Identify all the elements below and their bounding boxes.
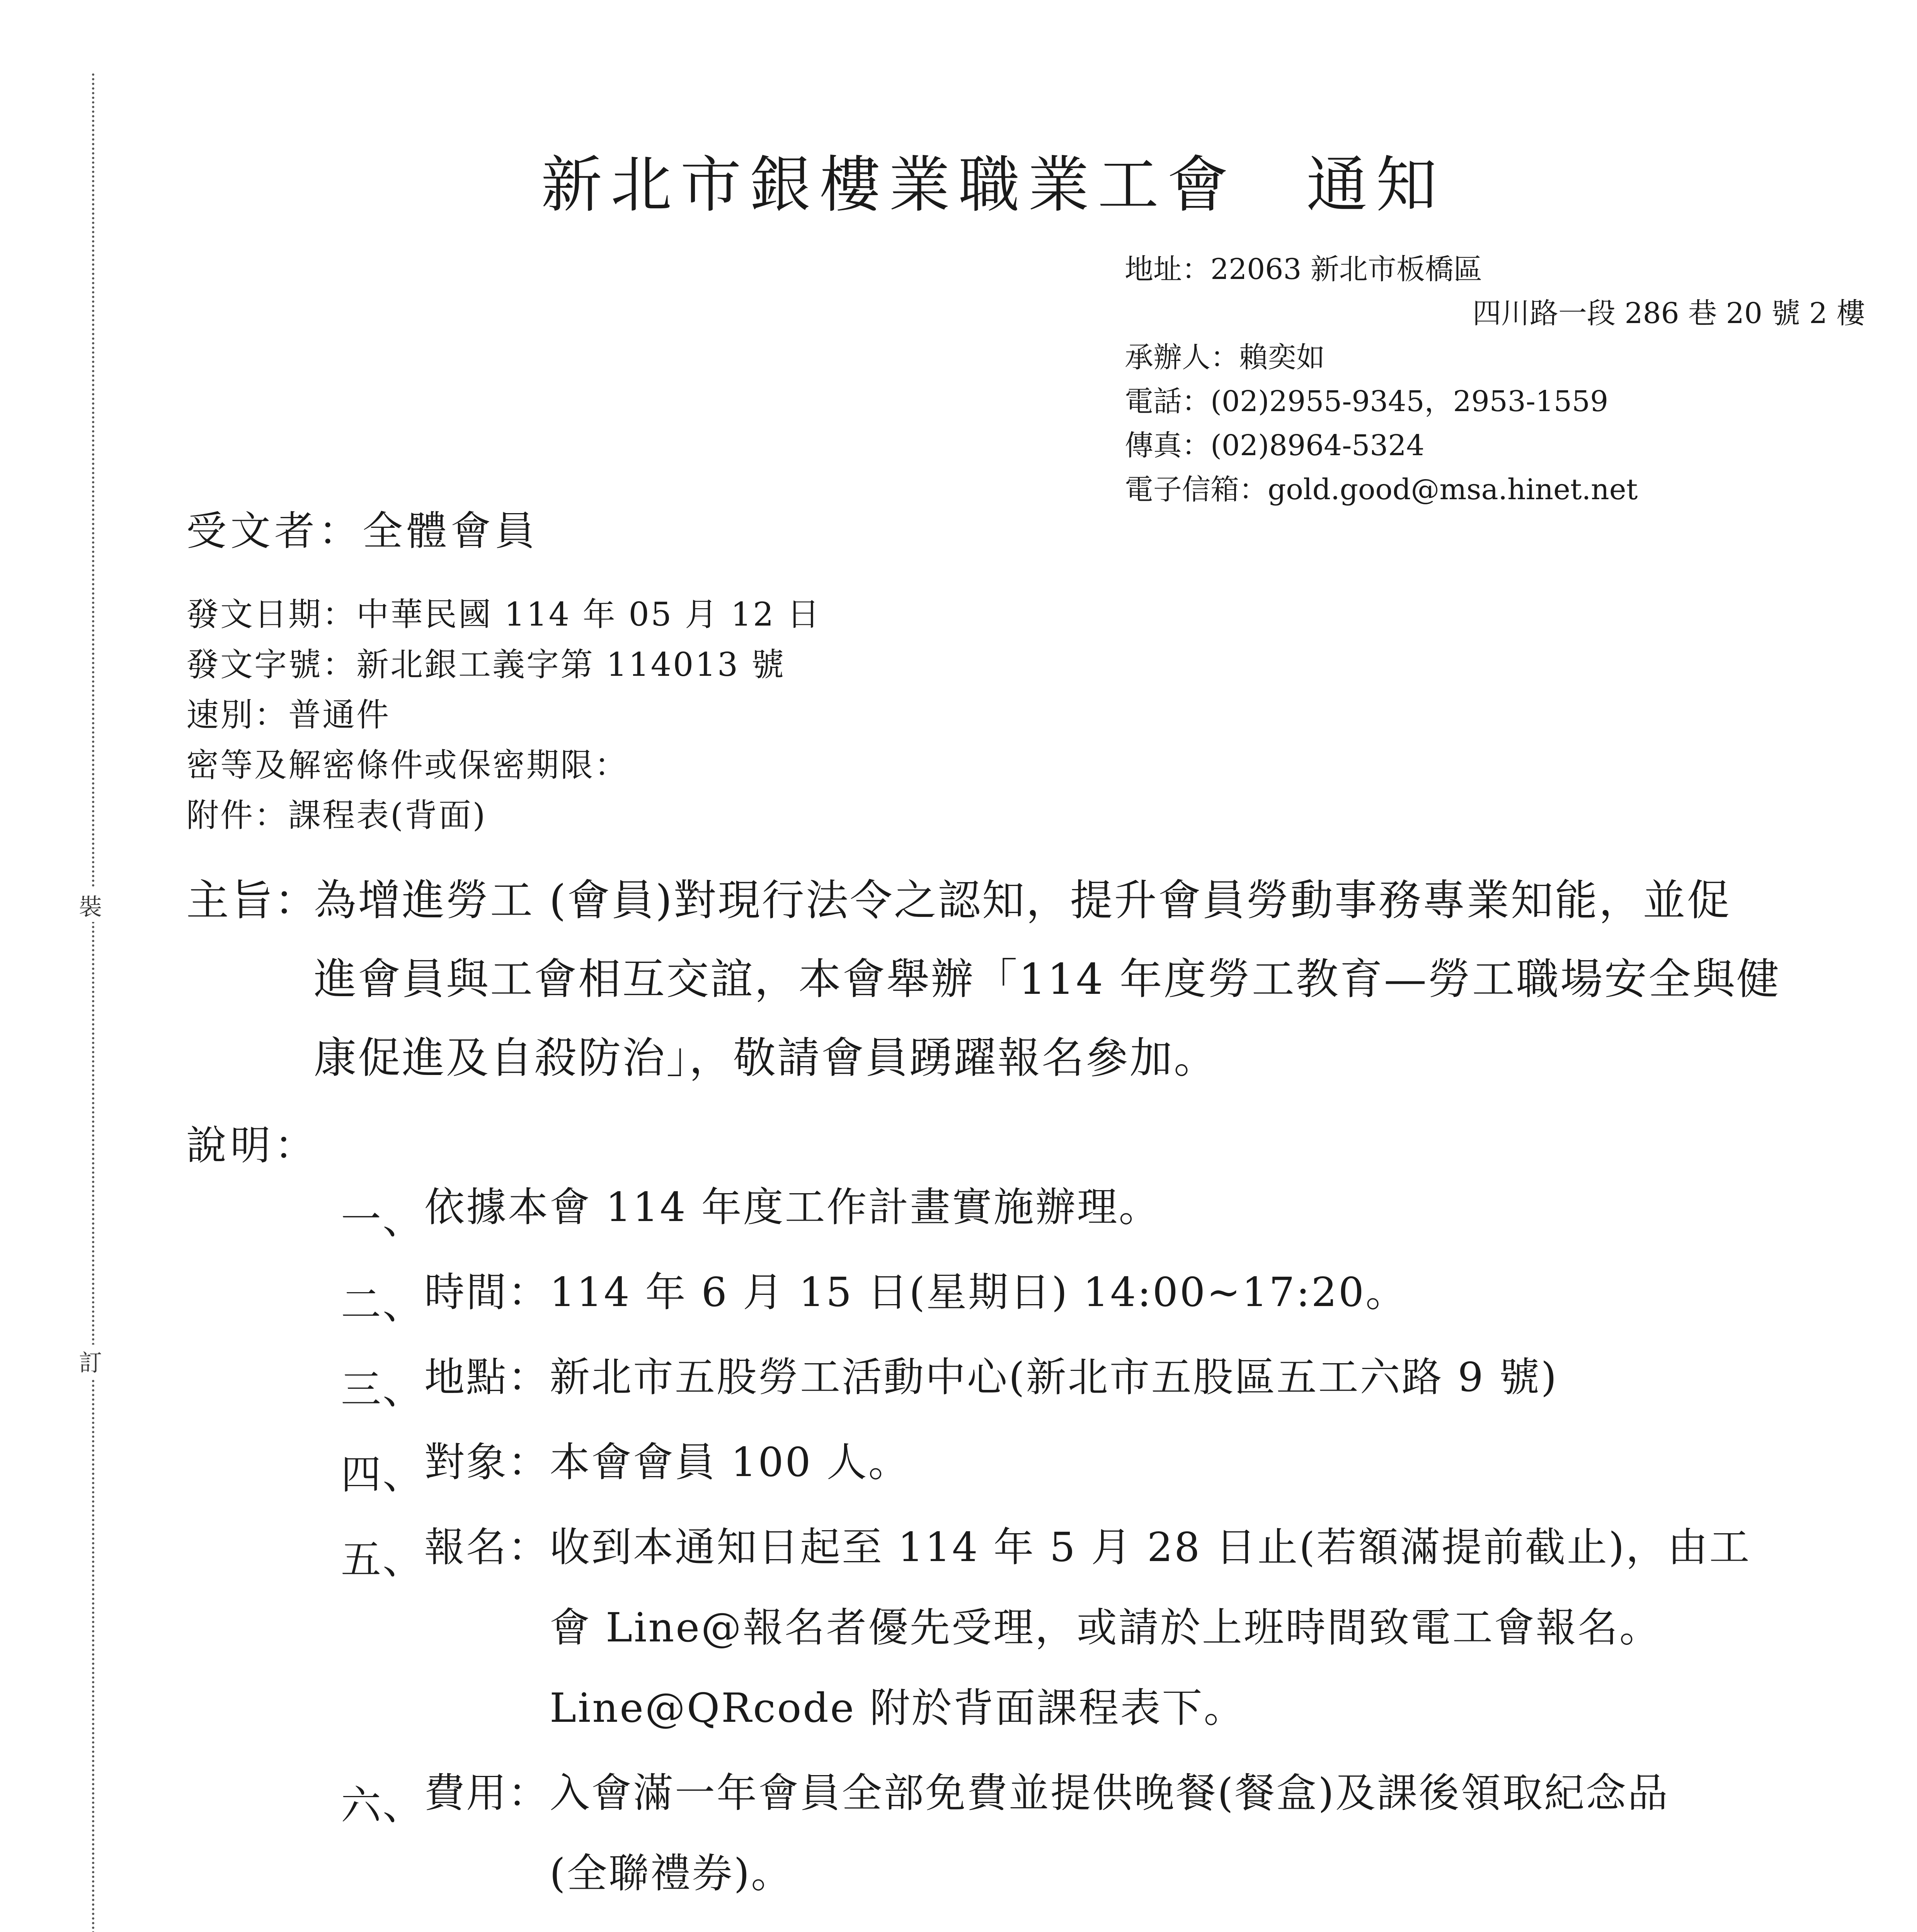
list-item-text: 時間：114 年 6 月 15 日(星期日) 14:00~17:20。 (424, 1269, 1408, 1316)
list-item (341, 1524, 1810, 1748)
list-item-number: 四、 (341, 1451, 425, 1498)
contact-email: 電子信箱：gold.good@msa.hinet.net (1125, 473, 1638, 506)
list-item-number: 二、 (341, 1281, 425, 1328)
binding-line (92, 73, 94, 1932)
document-number: 發文字號：新北銀工義字第 114013 號 (186, 646, 786, 684)
priority: 速別：普通件 (186, 696, 391, 734)
document-meta (186, 589, 821, 840)
list-item-text (424, 1918, 793, 1932)
subject-section (186, 861, 1794, 1097)
attachment: 附件：課程表(背面) (186, 796, 487, 834)
document-title: 新北市銀樓業職業工會 通知 (541, 150, 1445, 221)
binding-mark-zhuang: 裝 (79, 889, 102, 922)
contact-address-line-1: 地址：22063 新北市板橋區 (1125, 253, 1482, 286)
contact-address-line-2: 四川路一段 286 巷 20 號 2 樓 (1473, 297, 1865, 330)
subject-label: 主旨： (186, 876, 318, 925)
issue-date: 發文日期：中華民國 114 年 05 月 12 日 (186, 595, 821, 633)
list-item-number: 五、 (341, 1536, 425, 1583)
list-item (341, 1354, 1810, 1417)
list-item-text: 地點：新北市五股勞工活動中心(新北市五股區五工六路 9 號) (424, 1354, 1558, 1401)
recipient: 受文者：全體會員 (186, 507, 539, 554)
contact-phone: 電話：(02)2955-9345，2953-1559 (1125, 385, 1609, 418)
secrecy-level: 密等及解密條件或保密期限： (186, 746, 629, 784)
list-item-text: 對象：本會會員 100 人。 (424, 1439, 910, 1486)
description-label: 說明： (186, 1122, 319, 1169)
list-item-text: 報名：收到本通知日起至 114 年 5 月 28 日止(若額滿提前截止)，由工 會 Line@報名者優先受理，或請於上班時間致電工會報名。 Line@QRcode 附於背面課程表下。 (424, 1524, 1751, 1731)
list-item-number: 一、 (341, 1196, 425, 1243)
list-item-text: 費用：入會滿一年會員全部免費並提供晚餐(餐盒)及課後領取紀念品 (全聯禮券)。 (424, 1769, 1670, 1897)
binding-mark-ding: 訂 (79, 1345, 102, 1378)
list-item (341, 1439, 1810, 1502)
subject-text: 為增進勞工 (會員)對現行法令之認知，提升會員勞動事務專業知能，並促 進會員與工會相互交誼，本會舉辦「114 年度勞工教育—勞工職場安全與健 康促進及自殺防治」，敬請會員踴躍報名參加。 (314, 876, 1781, 1083)
description-list (341, 1184, 1810, 1932)
contact-block (1125, 247, 1865, 512)
list-item-number: 六、 (341, 1782, 425, 1829)
list-item (341, 1184, 1810, 1247)
list-item (341, 1769, 1810, 1913)
contact-fax: 傳真：(02)8964-5324 (1125, 429, 1425, 462)
contact-handler: 承辦人：賴奕如 (1125, 341, 1325, 374)
list-item-text: 依據本會 114 年度工作計畫實施辦理。 (424, 1184, 1161, 1231)
list-item (341, 1269, 1810, 1332)
list-item-number: 三、 (341, 1366, 425, 1413)
